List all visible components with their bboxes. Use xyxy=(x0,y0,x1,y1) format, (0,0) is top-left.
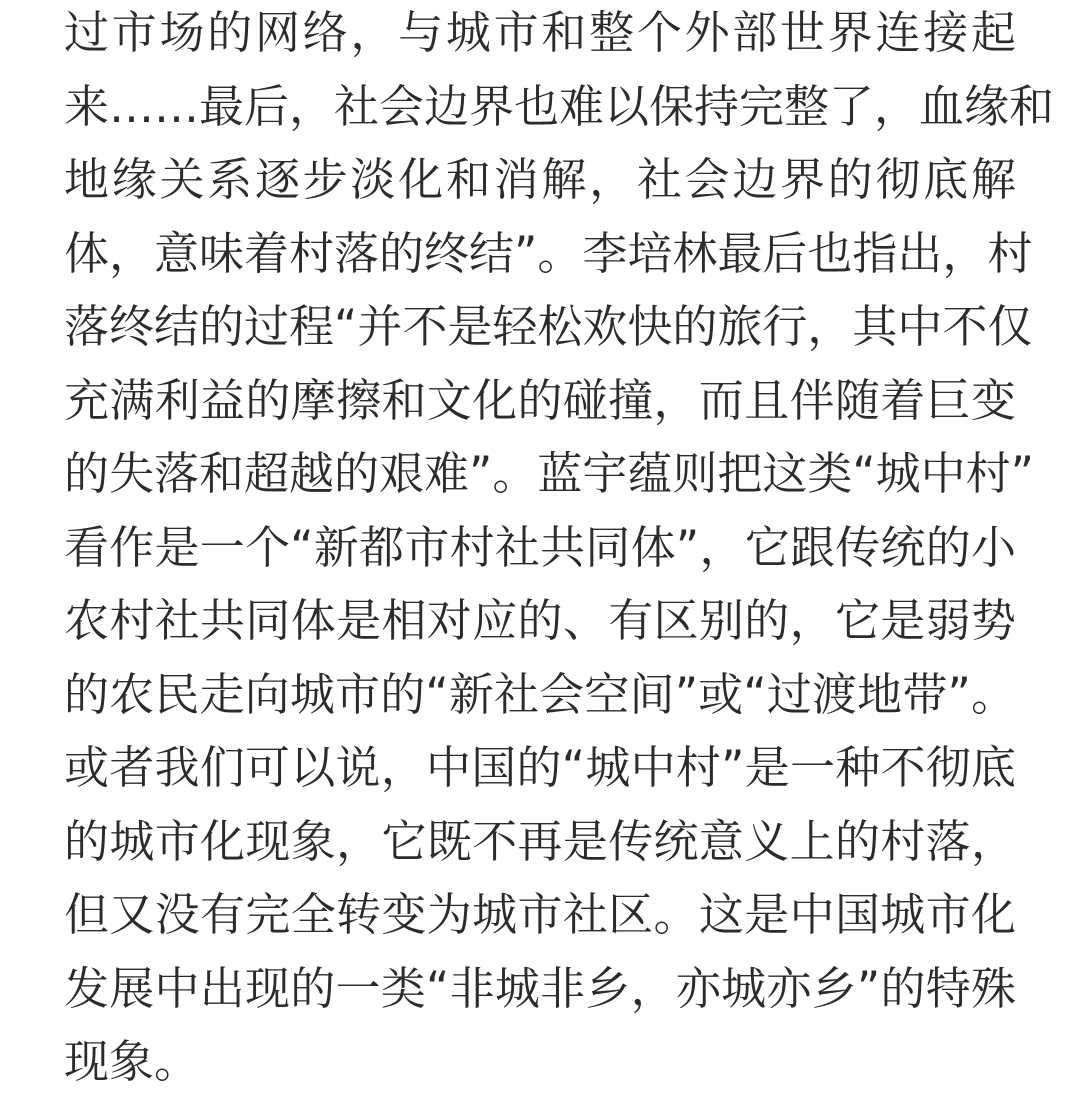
text-line: 或者我们可以说，中国的“城中村”是一种不彻底 xyxy=(64,741,1016,794)
text-line: 来……最后，社会边界也难以保持完整了，血缘和 xyxy=(64,79,1055,133)
text-line: 但又没有完全转变为城市社区。这是中国城市化 xyxy=(64,888,1016,941)
text-line: 的失落和超越的艰难”。蓝宇蕴则把这类“城中村” xyxy=(64,447,1034,500)
text-line: 过市场的网络，与城市和整个外部世界连接起 xyxy=(64,6,1016,59)
text-line-last: 现象。 xyxy=(64,1035,200,1088)
text-line: 落终结的过程“并不是轻松欢快的旅行，其中不仅 xyxy=(64,300,1033,353)
text-line: 充满利益的摩擦和文化的碰撞，而且伴随着巨变 xyxy=(64,373,1016,427)
text-line: 体，意味着村落的终结”。李培林最后也指出，村 xyxy=(64,226,1033,280)
text-line: 地缘关系逐步淡化和消解，社会边界的彻底解 xyxy=(64,153,1016,206)
text-line: 看作是一个“新都市村社共同体”，它跟传统的小 xyxy=(64,520,1016,574)
text-line: 农村社共同体是相对应的、有区别的，它是弱势 xyxy=(64,594,1016,647)
text-line: 的农民走向城市的“新社会空间”或“过渡地带”。 xyxy=(64,667,1016,721)
article-body xyxy=(64,0,1055,1099)
text-line: 的城市化现象，它既不再是传统意义上的村落， xyxy=(64,814,1016,868)
text-line: 发展中出现的一类“非城非乡，亦城亦乡”的特殊 xyxy=(64,961,1016,1015)
